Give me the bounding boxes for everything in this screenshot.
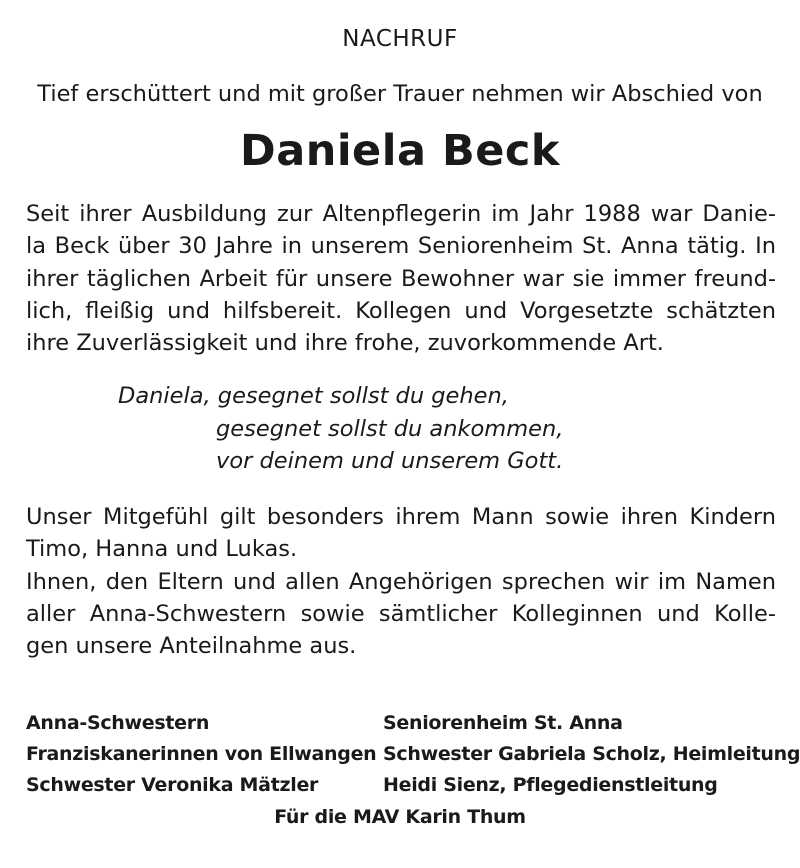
condolence-line: Timo, Hanna und Lukas. xyxy=(26,536,298,563)
signature-line: Heidi Sienz, Pflegedienstleitung xyxy=(383,774,718,796)
condolence-paragraph xyxy=(26,501,776,662)
biography-line: lich, fleißig und hilfsbereit. Kollegen und Vorgesetzte schätzten xyxy=(26,297,776,324)
quote-line: vor deinem und unserem Gott. xyxy=(216,448,564,474)
signature-line: Franziskanerinnen von Ellwangen xyxy=(26,743,377,765)
biography-line: ihrer täglichen Arbeit für unsere Bewohner war sie immer freund- xyxy=(26,265,776,292)
condolence-line: aller Anna-Schwestern sowie sämtlicher Kolleginnen und Kolle- xyxy=(26,600,776,627)
condolence-line: Unser Mitgefühl gilt besonders ihrem Mann sowie ihren Kindern xyxy=(26,504,776,530)
quote-line: Daniela, gesegnet sollst du gehen, xyxy=(118,383,509,409)
signature-line: Anna-Schwestern xyxy=(26,712,210,734)
mav-signature: Für die MAV Karin Thum xyxy=(274,806,526,828)
biography-line: la Beck über 30 Jahre in unserem Seniorenheim St. Anna tätig. In xyxy=(26,233,776,260)
biography-paragraph xyxy=(26,198,776,359)
signature-line: Schwester Gabriela Scholz, Heimleitung xyxy=(383,743,800,765)
intro-text: Tief erschüttert und mit großer Trauer nehmen wir Abschied von xyxy=(37,81,763,107)
blessing-quote xyxy=(118,380,563,478)
signature-line: Seniorenheim St. Anna xyxy=(383,712,623,734)
signatures-left xyxy=(26,708,376,801)
signatures-right xyxy=(383,708,800,801)
condolence-line: Ihnen, den Eltern und allen Angehörigen sprechen wir im Namen xyxy=(26,568,776,595)
deceased-name: Daniela Beck xyxy=(240,126,560,176)
notice-heading: NACHRUF xyxy=(342,26,458,52)
signature-line: Schwester Veronika Mätzler xyxy=(26,774,319,796)
biography-line: ihre Zuverlässigkeit und ihre frohe, zuvorkommende Art. xyxy=(26,330,664,357)
quote-line: gesegnet sollst du ankommen, xyxy=(216,415,564,442)
biography-line: Seit ihrer Ausbildung zur Altenpflegerin im Jahr 1988 war Danie- xyxy=(26,201,776,227)
condolence-line: gen unsere Anteilnahme aus. xyxy=(26,633,357,660)
